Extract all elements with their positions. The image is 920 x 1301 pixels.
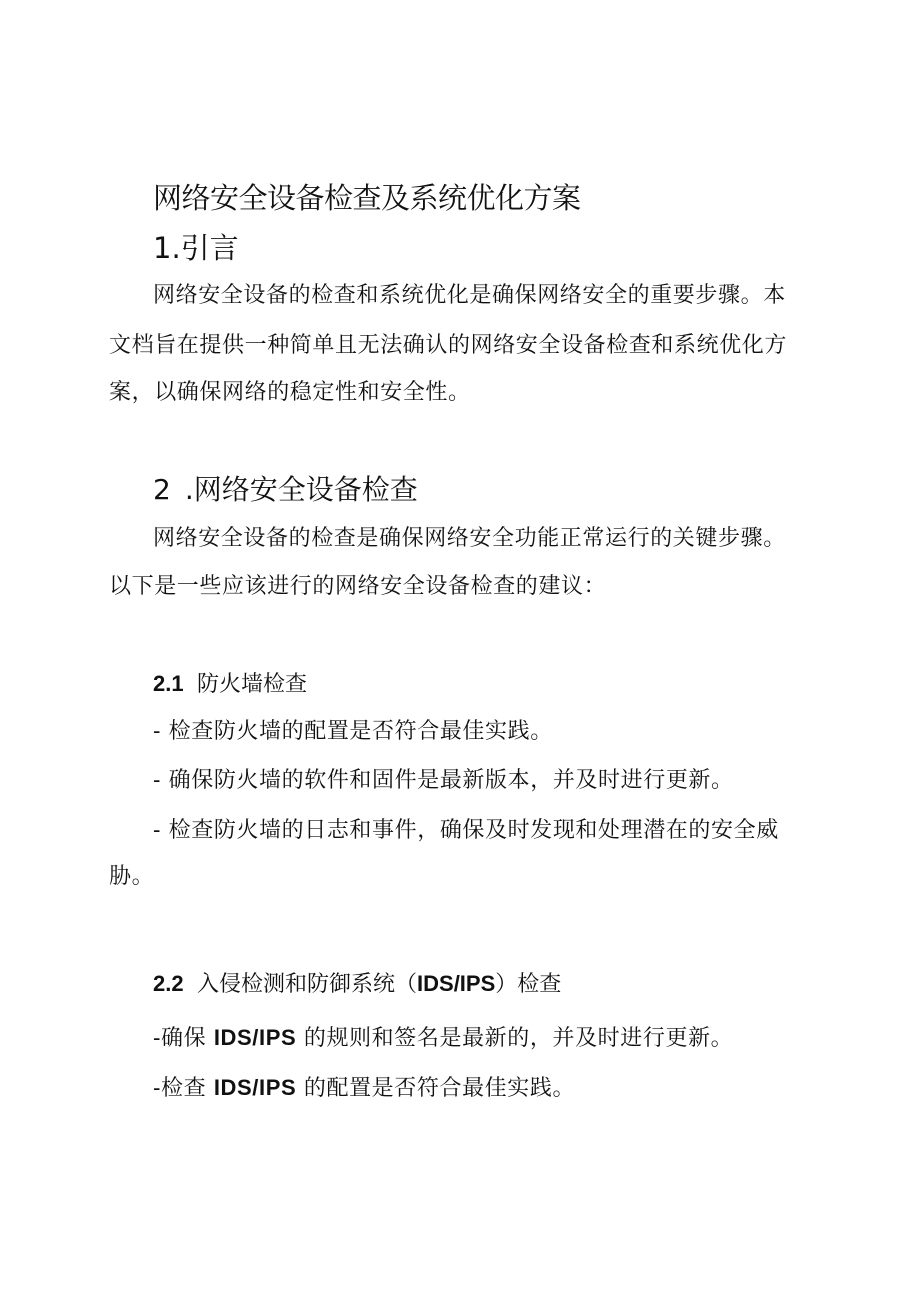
idsips-item-1-post: 的规则和签名是最新的，并及时进行更新。 [296, 1026, 734, 1051]
subsection-title-idsips-acronym: IDS/IPS [417, 971, 496, 996]
idsips-item-1-acronym: IDS/IPS [213, 1025, 297, 1050]
check-line-1: 网络安全设备的检查是确保网络安全功能正常运行的关键步骤。 [153, 526, 786, 551]
idsips-item-1 [153, 1016, 733, 1060]
idsips-item-2 [153, 1066, 575, 1110]
subsection-num-firewall: 2.1 [153, 671, 184, 696]
subsection-title-firewall: 防火墙检查 [197, 672, 308, 697]
check-line-2: 以下是一些应该进行的网络安全设备检查的建议： [109, 574, 607, 599]
section-heading-intro: 1.引言 [153, 231, 239, 265]
subsection-title-idsips-post: ）检查 [495, 972, 562, 997]
intro-line-2: 文档旨在提供一种简单且无法确认的网络安全设备检查和系统优化方 [109, 333, 788, 358]
idsips-item-2-acronym: IDS/IPS [213, 1075, 297, 1100]
intro-line-1: 网络安全设备的检查和系统优化是确保网络安全的重要步骤。本 [153, 283, 786, 308]
subsection-heading-firewall [153, 668, 307, 701]
section-heading-check-num: 2 [153, 473, 171, 506]
firewall-item-1: - 检查防火墙的配置是否符合最佳实践。 [153, 719, 553, 744]
section-heading-check [153, 470, 418, 510]
idsips-item-2-pre: -检查 [153, 1076, 214, 1101]
subsection-title-idsips-pre: 入侵检测和防御系统（ [197, 972, 418, 997]
section-heading-check-text: .网络安全设备检查 [184, 473, 418, 506]
intro-line-3: 案，以确保网络的稳定性和安全性。 [109, 380, 471, 405]
idsips-item-1-pre: -确保 [153, 1026, 214, 1051]
firewall-item-3-cont: 胁。 [109, 864, 155, 889]
firewall-item-2: - 确保防火墙的软件和固件是最新版本，并及时进行更新。 [153, 768, 734, 793]
firewall-item-3: - 检查防火墙的日志和事件，确保及时发现和处理潜在的安全威 [153, 818, 779, 843]
subsection-heading-idsips [153, 968, 561, 1001]
subsection-num-idsips: 2.2 [153, 971, 184, 996]
document-title: 网络安全设备检查及系统优化方案 [153, 181, 581, 215]
idsips-item-2-post: 的配置是否符合最佳实践。 [296, 1076, 576, 1101]
